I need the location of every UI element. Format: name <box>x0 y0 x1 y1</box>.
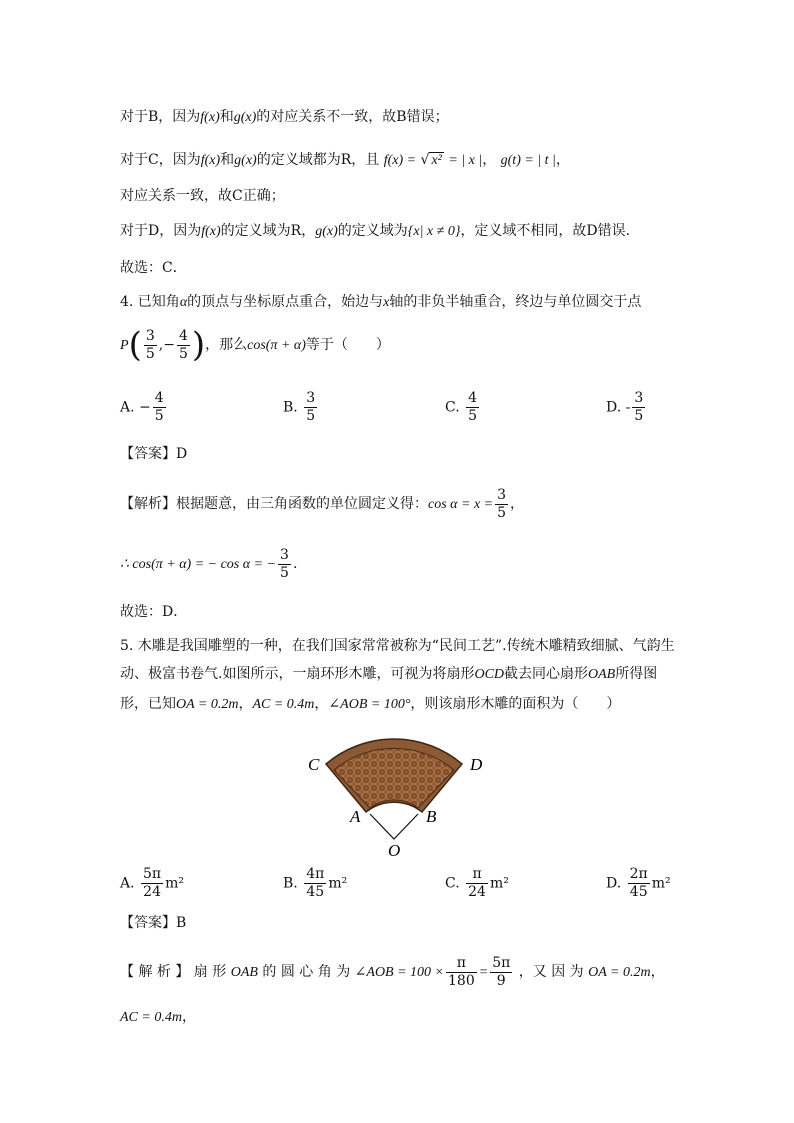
q5-option-d[interactable] <box>606 866 671 901</box>
math: x <box>383 295 390 310</box>
text: 对于C，因为 <box>120 152 201 168</box>
text: 等于（ ） <box>305 337 390 353</box>
num: 3 <box>634 390 644 406</box>
option-label: D. <box>606 875 622 892</box>
math: P <box>120 338 129 353</box>
fraction <box>446 955 477 990</box>
fraction <box>628 866 650 901</box>
math: cos(π + α) <box>247 338 306 353</box>
fraction <box>177 328 190 363</box>
sector-oab-lines <box>370 814 418 839</box>
unit: m² <box>489 875 509 892</box>
q5-option-a[interactable] <box>120 866 184 901</box>
math: g(x) <box>234 153 257 168</box>
math: f(x) <box>201 224 221 239</box>
label-b: B <box>426 807 437 826</box>
text: 截去同心扇形 <box>504 666 589 682</box>
math: OA = 0.2m <box>588 965 651 980</box>
label-d: D <box>470 755 483 774</box>
text: ， <box>238 696 253 712</box>
q4-option-b[interactable] <box>283 390 319 425</box>
num: π <box>446 955 477 973</box>
text: 形，已知 <box>120 696 176 712</box>
math: α <box>179 295 188 310</box>
option-label: B. <box>283 399 298 416</box>
line-d <box>120 221 630 242</box>
text: 的定义域都为R，且 <box>256 152 380 168</box>
den: 180 <box>448 972 475 989</box>
text: 对于B，因为 <box>120 109 201 125</box>
q4-solution-2 <box>120 544 297 585</box>
text: ，则该扇形木雕的面积为（ ） <box>410 696 621 712</box>
num: π <box>466 866 488 884</box>
math: OAB <box>230 965 258 980</box>
math: f(x) <box>200 110 220 125</box>
text: 【答案】B <box>120 915 187 931</box>
den: 5 <box>178 345 188 362</box>
math: cos α = x = <box>428 497 494 512</box>
math: ∠AOB = 100° <box>328 697 411 712</box>
den: 5 <box>154 408 164 424</box>
text: 动、极富书卷气.如图所示，一扇环形木雕，可视为将扇形 <box>120 666 475 682</box>
num: 5π <box>492 954 511 971</box>
math: f(x) = <box>383 153 417 168</box>
text: ，又 因 为 <box>518 964 584 980</box>
fraction <box>490 955 512 990</box>
q4-option-a[interactable] <box>120 390 168 425</box>
text: 的顶点与坐标原点重合，始边与 <box>187 294 384 310</box>
text: 和 <box>220 152 235 168</box>
unit: m² <box>328 875 348 892</box>
math: ∴ cos(π + α) = − cos α = − <box>120 557 277 572</box>
text: ， <box>555 152 570 168</box>
den: 24 <box>468 884 486 900</box>
q5-solution-2 <box>120 1007 196 1028</box>
fraction <box>466 866 488 901</box>
option-label: A. <box>120 875 135 892</box>
math: OCD <box>474 667 505 682</box>
label-o: O <box>388 841 401 860</box>
math: ∠AOB = 100 × <box>354 965 444 980</box>
q5-stem-3 <box>120 694 620 715</box>
text: . <box>292 556 298 572</box>
q5-answer <box>120 913 186 933</box>
sign: − <box>139 399 151 416</box>
num: 3 <box>145 327 155 344</box>
fraction <box>304 390 317 425</box>
paren: ( <box>128 325 142 365</box>
unit: m² <box>165 875 185 892</box>
q4-final <box>120 602 187 622</box>
den: 5 <box>634 408 644 424</box>
text: 4. 已知角 <box>120 294 180 310</box>
num: 4π <box>306 866 325 882</box>
q4-stem-2 <box>120 325 390 366</box>
text: 故选：D． <box>120 604 188 620</box>
num: 4 <box>178 327 188 344</box>
annular-sector-figure <box>290 728 500 868</box>
q5-stem-1 <box>120 636 675 656</box>
text: ， <box>510 496 525 512</box>
sqrt: √ x² <box>420 152 442 168</box>
text: 【解析】根据题意，由三角函数的单位圆定义得： <box>120 496 428 512</box>
text: 故选：C． <box>120 260 187 276</box>
num: 3 <box>280 546 289 563</box>
math: f(x) <box>200 153 221 168</box>
den: 5 <box>145 345 155 362</box>
line-choose-c <box>120 258 187 278</box>
text: 的定义域为R， <box>220 223 316 239</box>
label-c: C <box>308 755 320 774</box>
math: OAB <box>588 667 616 682</box>
q4-option-d[interactable] <box>606 390 647 425</box>
num: 3 <box>306 390 316 406</box>
text: 轴的非负半轴重合，终边与单位圆交于点 <box>389 294 642 310</box>
math: AC = 0.4m <box>252 697 315 712</box>
fraction <box>278 547 291 582</box>
num: 3 <box>497 486 507 503</box>
text: 【答案】D <box>120 446 188 462</box>
num: 4 <box>154 390 164 406</box>
math: g(x) <box>315 224 338 239</box>
text: ， <box>482 152 497 168</box>
fraction <box>466 390 479 425</box>
num: 5π <box>143 866 162 882</box>
fraction <box>141 866 163 901</box>
q5-option-b[interactable] <box>283 866 347 901</box>
q4-stem <box>120 292 641 313</box>
text: ，那么 <box>205 337 248 353</box>
fraction <box>495 487 508 522</box>
math: g(x) <box>233 110 257 125</box>
text: 和 <box>219 109 234 125</box>
math: = | x | <box>448 153 483 168</box>
fraction <box>632 390 645 425</box>
math: OA = 0.2m <box>176 697 239 712</box>
text: ，定义域不相同，故D错误. <box>460 223 631 239</box>
text: 对应关系一致，故C正确； <box>120 188 285 204</box>
math: = <box>478 965 489 980</box>
line-c <box>120 150 570 171</box>
text: 所得图 <box>615 666 658 682</box>
den: 24 <box>143 884 161 900</box>
den: 5 <box>306 408 316 424</box>
q5-option-c[interactable] <box>445 866 509 901</box>
den: 5 <box>280 564 289 581</box>
option-label: A. <box>120 399 135 416</box>
text: 的对应关系不一致，故B错误； <box>256 109 449 125</box>
option-label: C. <box>445 399 460 416</box>
paren: ) <box>191 325 206 365</box>
q5-stem-2 <box>120 664 657 685</box>
unit: m² <box>651 875 671 892</box>
math: AC = 0.4m <box>120 1010 182 1025</box>
text: ， <box>650 964 665 980</box>
num: 2π <box>629 866 648 882</box>
math: {x| x ≠ 0} <box>407 224 461 239</box>
math: g(t) = | t | <box>500 153 556 168</box>
q4-solution-1 <box>120 484 524 525</box>
fraction <box>144 328 157 363</box>
line-c2 <box>120 186 285 206</box>
label-a: A <box>350 807 361 826</box>
den: 45 <box>306 884 325 900</box>
text: 的 圆 心 角 为 <box>262 964 351 980</box>
option-label: B. <box>283 875 298 892</box>
den: 9 <box>496 972 506 989</box>
den: 45 <box>629 884 648 900</box>
text: ， <box>314 696 329 712</box>
text: ,− <box>158 337 175 353</box>
text: 的定义域为 <box>337 223 408 239</box>
option-label: C. <box>445 875 460 892</box>
text: 【 解 析 】 扇 形 <box>120 964 227 980</box>
math: x² <box>431 153 442 168</box>
q4-answer <box>120 444 187 464</box>
text: ， <box>181 1009 196 1025</box>
fraction <box>304 866 326 901</box>
q5-solution-1 <box>120 952 665 993</box>
text: 5. 木雕是我国雕塑的一种，在我们国家常常被称为“民间工艺”.传统木雕精致细腻、气韵生 <box>120 638 675 654</box>
num: 4 <box>468 390 478 406</box>
text: 对于D，因为 <box>120 223 202 239</box>
line-b <box>120 107 449 128</box>
sign: - <box>625 399 631 416</box>
option-label: D. <box>606 399 622 416</box>
den: 5 <box>468 408 478 424</box>
den: 5 <box>497 504 507 521</box>
fraction <box>153 390 166 425</box>
q4-option-c[interactable] <box>445 390 481 425</box>
